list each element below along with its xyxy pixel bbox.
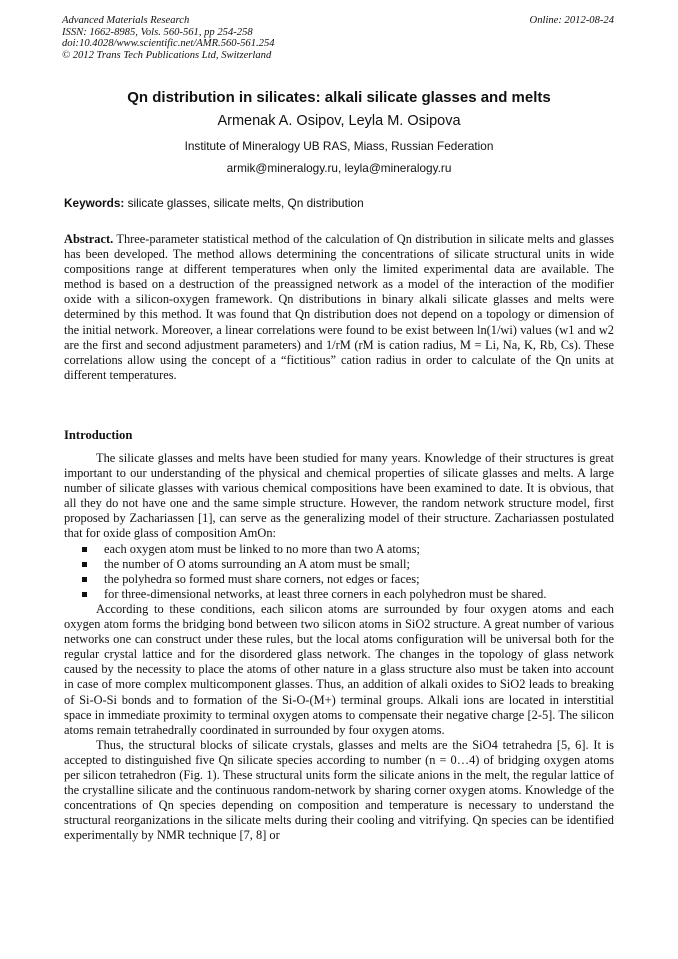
keywords-label: Keywords:	[64, 196, 125, 210]
copyright-line: © 2012 Trans Tech Publications Ltd, Switzerland	[62, 49, 272, 61]
abstract	[64, 232, 614, 383]
list-item: the number of O atoms surrounding an A atom must be small;	[79, 557, 614, 572]
intro-paragraph-3: Thus, the structural blocks of silicate crystals, glasses and melts are the SiO4 tetrahedra [5, 6]. It is accepted to distinguished five Qn silicate species according to number (n = 0…4) of bridging oxygen atoms per silicon tetrahedron (Fig. 1). These structural units form the silicate anions in the melt, the regular lattice of the crystalline silicate and the continuous random-network by sharing corner oxygen atoms. Knowledge of the concentrations of Qn species depending on composition and temperature is necessary to understand the structural reorganizations in the silicate melts during their cooling and vitrifying. Qn species can be identified experimentally by NMR technique [7, 8] or	[64, 737, 614, 843]
abstract-label: Abstract.	[64, 232, 114, 246]
introduction-body	[64, 451, 614, 843]
author-emails: armik@mineralogy.ru, leyla@mineralogy.ru	[226, 161, 452, 175]
intro-paragraph-2: According to these conditions, each silicon atoms are surrounded by four oxygen atoms and each oxygen atom forms the bridging bond between two silicon atoms in SiO2 structure. A great number of various networks one can construct under these rules, but the local atoms configuration will be universal both for the regular crystal lattice and for the disordered glass network. The changes in the topology of glass network caused by the necessity to place the atoms of other nature in a glass structure also must be taken into account in case of more complex multicomponent glasses. Thus, an addition of alkali oxides to SiO2 leads to breaking of Si-O-Si bonds and to formation of the Si-O-(M+) terminal groups. Alkali ions are located in interstitial space in immediate proximity to terminal oxygen atoms to compensate their negative charge [2-5]. The silicon atoms remain tetrahedrally coordinated in surrounded by four oxygen atoms.	[64, 601, 614, 737]
keywords	[64, 196, 364, 210]
online-date: Online: 2012-08-24	[529, 15, 614, 26]
list-item: for three-dimensional networks, at least three corners in each polyhedron must be shared.	[79, 587, 614, 602]
running-header	[62, 15, 275, 61]
journal-name: Advanced Materials Research	[62, 15, 190, 26]
paper-title: Qn distribution in silicates: alkali silicate glasses and melts	[127, 89, 551, 106]
zachariassen-rules-list	[64, 542, 614, 602]
section-heading-introduction: Introduction	[64, 428, 133, 442]
list-item: each oxygen atom must be linked to no more than two A atoms;	[79, 542, 614, 557]
keywords-text: silicate glasses, silicate melts, Qn distribution	[127, 196, 364, 210]
abstract-text: Three-parameter statistical method of the calculation of Qn distribution in silicate melts and glasses has been developed. The method allows determining the concentrations of silicate structural units in wide compositions range at different temperatures when only the limited experimental data are available. The method is based on a destruction of the preassigned network as a model of the interaction of the modifier oxide with a silicon-oxygen framework. Qn distributions in binary alkali silicate glasses and melts were determined by this method. It was found that Qn distribution does not depend on a topology or dimension of the initial network. Moreover, a linear correlations were found to be exist between ln(1/wi) values (w1 and w2 are the first and second adjustment parameters) and 1/rM (rM is cation radius, M = Li, Na, K, Rb, Cs). These correlations allow using the concept of a “fictitious” cation radius in order to calculate of the Qn units at different temperatures.	[64, 232, 614, 382]
affiliation: Institute of Mineralogy UB RAS, Miass, Russian Federation	[184, 139, 494, 153]
doi-line: doi:10.4028/www.scientific.net/AMR.560-561.254	[62, 38, 275, 50]
issn-line: ISSN: 1662-8985, Vols. 560-561, pp 254-258	[62, 26, 253, 38]
authors: Armenak A. Osipov, Leyla M. Osipova	[217, 113, 461, 129]
list-item: the polyhedra so formed must share corners, not edges or faces;	[79, 572, 614, 587]
intro-paragraph-1: The silicate glasses and melts have been studied for many years. Knowledge of their structures is great important to our understanding of the physical and chemical properties of silicate glasses and melts. A large number of silicate glasses with various chemical compositions have been examined to date. It is obvious, that all they do not have one and the same simple structure. However, the random network structure model, first proposed by Zachariassen [1], can serve as the generalizing model of their structure. Zachariassen postulated that for oxide glass of composition AmOn:	[64, 451, 614, 541]
